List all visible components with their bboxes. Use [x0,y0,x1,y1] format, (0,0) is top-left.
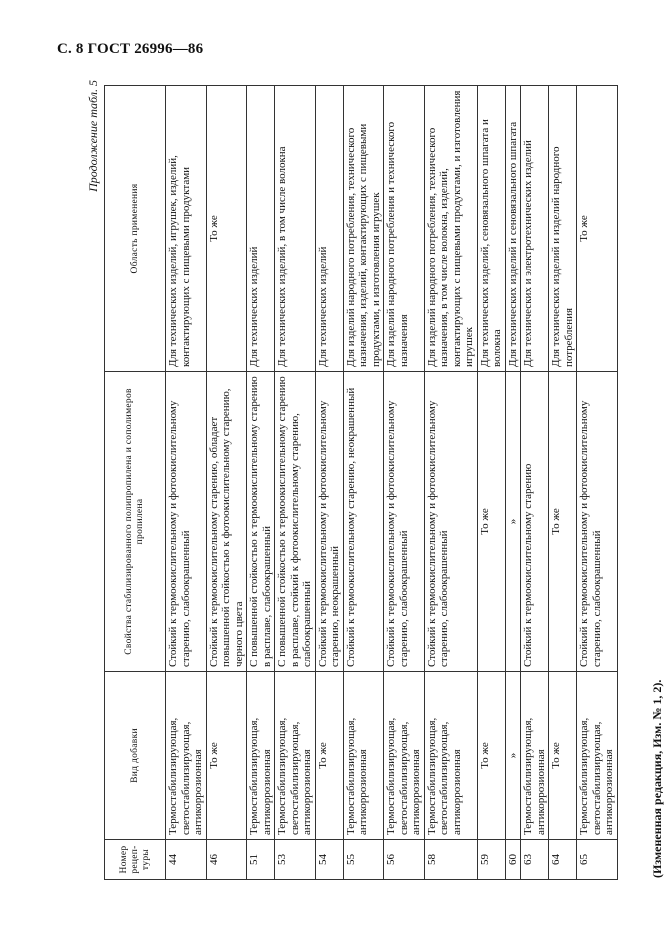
cell-application: Для технических изделий [315,86,343,372]
cell-number: 65 [577,840,618,880]
cell-additive: Термостабилизирующая, светостабилизирующая, антикоррозионная [384,672,425,840]
cell-additive: То же [477,672,505,840]
table-row [247,86,275,880]
cell-properties: То же [477,372,505,672]
cell-properties: Стойкий к термоокислительному старению, обладает повышенной стойкостью к фотоокислительному старению, черного цвета [206,372,247,672]
cell-number: 44 [166,840,207,880]
cell-additive: Термостабилизирующая, светостабилизирующая, антикоррозионная [275,672,316,840]
col-header-application: Область применения [105,86,166,372]
cell-additive: Термостабилизирующая, светостабилизирующая, антикоррозионная [577,672,618,840]
cell-application: Для технических изделий, игрушек, изделий, контактирующих с пищевыми продуктами [166,86,207,372]
cell-properties: С повышенной стойкостью к термоокислительному старению в расплаве, стойкий к фотоокислительному старению, слабоокрашенный [275,372,316,672]
cell-number: 63 [521,840,549,880]
col-header-properties: Свойства стабилизированного полипропилена и сополимеров пропилена [105,372,166,672]
cell-number: 53 [275,840,316,880]
cell-additive: Термостабилизирующая, антикоррозионная [521,672,549,840]
cell-properties: Стойкий к термоокислительному и фотоокислительному старению, неокрашенный [315,372,343,672]
col-header-number: Номер рецеп-туры [105,840,166,880]
rotated-content-area [84,70,664,908]
cell-number: 51 [247,840,275,880]
table-row [166,86,207,880]
cell-properties: Стойкий к термоокислительному и фотоокислительному старению, слабоокрашенный [577,372,618,672]
table-row [384,86,425,880]
cell-properties: То же [549,372,577,672]
cell-application: То же [577,86,618,372]
cell-application: Для технических изделий и сеновязального шпагата [505,86,521,372]
cell-additive: То же [315,672,343,840]
cell-application: Для технических изделий [247,86,275,372]
cell-number: 56 [384,840,425,880]
table-row [206,86,247,880]
cell-application: Для технических изделий, сеновязального шпагата и волокна [477,86,505,372]
table-row [577,86,618,880]
cell-number: 55 [343,840,384,880]
col-header-additive: Вид добавки [105,672,166,840]
cell-application: Для технических изделий и изделий народного потребления [549,86,577,372]
rotated-page [84,70,664,908]
cell-application: Для изделий народного потребления и технического назначения [384,86,425,372]
cell-application: Для технических и электротехнических изделий [521,86,549,372]
table-header-row [105,86,166,880]
cell-additive: Термостабилизирующая, антикоррозионная [247,672,275,840]
cell-properties: Стойкий к термоокислительному и фотоокислительному старению, слабоокрашенный [384,372,425,672]
cell-properties: » [505,372,521,672]
cell-number: 58 [424,840,477,880]
cell-number: 60 [505,840,521,880]
cell-additive: То же [549,672,577,840]
cell-properties: Стойкий к термоокислительному старению, неокрашенный [343,372,384,672]
table-row [477,86,505,880]
cell-additive: Термостабилизирующая, светостабилизирующая, антикоррозионная [166,672,207,840]
table-row [521,86,549,880]
cell-number: 64 [549,840,577,880]
cell-properties: Стойкий к термоокислительному и фотоокислительному старению, слабоокрашенный [166,372,207,672]
table-row [343,86,384,880]
cell-application: Для технических изделий, в том числе волокна [275,86,316,372]
cell-application: То же [206,86,247,372]
cell-properties: Стойкий к термоокислительному и фотоокислительному старению, слабоокрашенный [424,372,477,672]
table-row [275,86,316,880]
cell-properties: Стойкий к термоокислительному старению [521,372,549,672]
cell-additive: То же [206,672,247,840]
page-header: С. 8 ГОСТ 26996—86 [57,41,204,57]
cell-application: Для изделий народного потребления, технического назначения, изделий, контактирующих с пищевыми продуктами, и изготовления игрушек [343,86,384,372]
cell-additive: Термостабилизирующая, антикоррозионная [343,672,384,840]
cell-number: 54 [315,840,343,880]
cell-application: Для изделий народного потребления, технического назначения, в том числе волокна, изделий, контактирующих с пищевыми продуктами, и изготовления игрушек [424,86,477,372]
table-row [424,86,477,880]
formulation-table [104,85,618,880]
cell-additive: Термостабилизирующая, светостабилизирующая, антикоррозионная [424,672,477,840]
table-continuation-label: Продолжение табл. 5 [86,80,100,192]
cell-number: 59 [477,840,505,880]
table-row [549,86,577,880]
amendment-note: (Измененная редакция, Изм. № 1, 2). [650,679,664,878]
cell-properties: С повышенной стойкостью к термоокислительному старению в расплаве, слабоокрашенный [247,372,275,672]
table-row [505,86,521,880]
cell-additive: » [505,672,521,840]
table-row [315,86,343,880]
cell-number: 46 [206,840,247,880]
